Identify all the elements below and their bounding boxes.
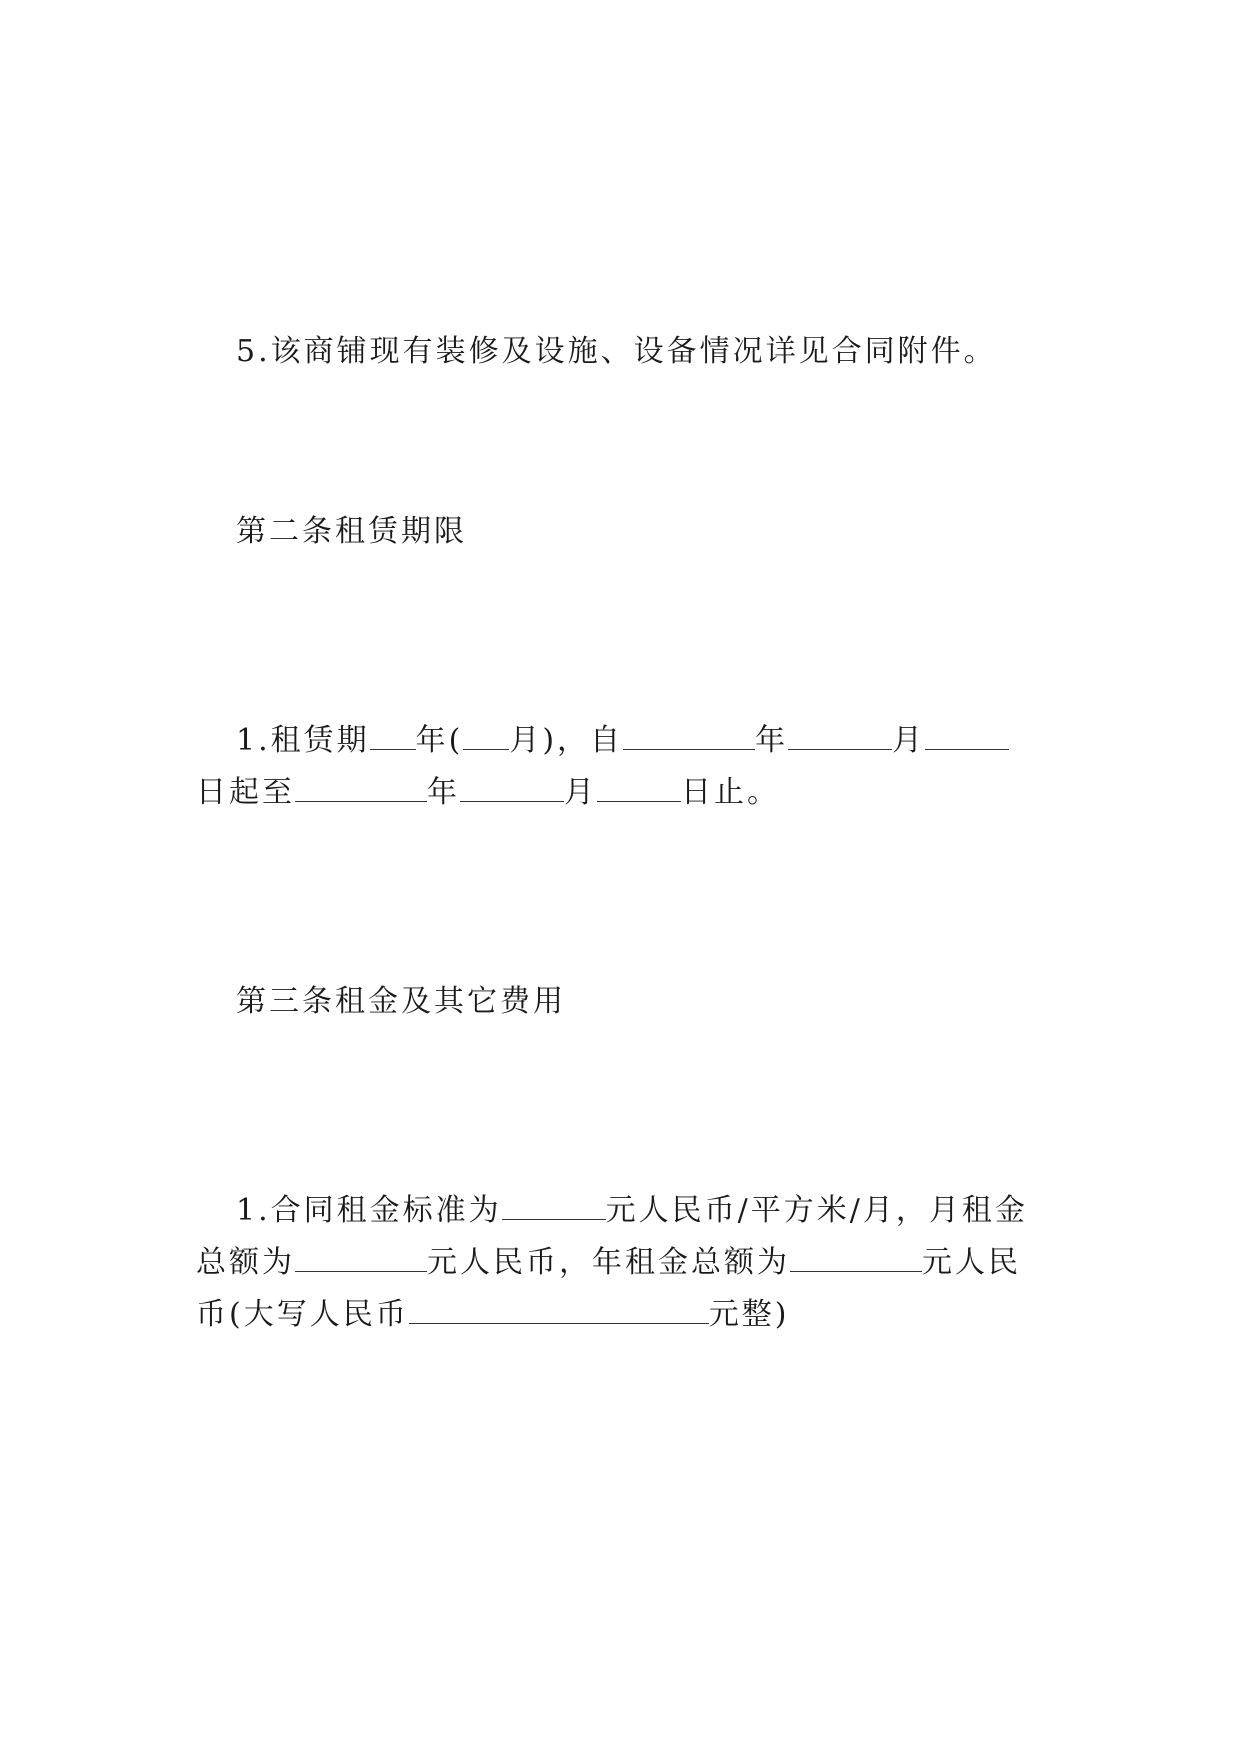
text-fragment: 日止。 [681, 775, 780, 810]
text-fragment: 元人民 [922, 1245, 1021, 1280]
blank-field-months [463, 723, 509, 750]
article-3-title: 第三条租金及其它费用 [236, 984, 566, 1019]
text-fragment: 年 [427, 775, 460, 810]
blank-field-end-month [460, 775, 564, 802]
text-fragment: 月)，自 [509, 723, 624, 758]
blank-field-end-year [295, 775, 427, 802]
article-2-title: 第二条租赁期限 [236, 514, 467, 549]
rent-standard-prefix: 1.合同租金标准为 [236, 1193, 502, 1228]
blank-field-monthly-rent [295, 1245, 427, 1272]
lease-term-prefix: 1.租赁期 [236, 723, 370, 758]
text-fragment: 元整) [708, 1297, 790, 1332]
blank-field-annual-rent [790, 1245, 922, 1272]
article-3-item-1-line-1 [236, 1191, 1028, 1231]
blank-field-start-month [788, 723, 892, 750]
text-fragment: 元人民币/平方米/月，月租金 [605, 1193, 1028, 1228]
article-2-item-1-line-2 [196, 773, 780, 813]
blank-field-rent-per-sqm [502, 1193, 606, 1220]
blank-field-amount-in-words [409, 1297, 709, 1324]
blank-field-end-day [597, 775, 681, 802]
text-fragment: 元人民币，年租金总额为 [427, 1245, 790, 1280]
text-fragment: 月 [564, 775, 597, 810]
blank-field-start-day [925, 723, 1009, 750]
text-fragment: 币(大写人民币 [196, 1297, 409, 1332]
text-fragment: 总额为 [196, 1245, 295, 1280]
article-3-item-1-line-2 [196, 1243, 1021, 1283]
blank-field-years [370, 723, 416, 750]
text-fragment: 月 [892, 723, 926, 758]
clause-item-5: 5.该商铺现有装修及设施、设备情况详见合同附件。 [236, 334, 997, 369]
blank-field-start-year [623, 723, 755, 750]
text-fragment: 年( [415, 723, 464, 758]
article-2-item-1-line-1 [236, 721, 1009, 761]
text-fragment: 日起至 [196, 775, 295, 810]
article-3-item-1-line-3 [196, 1295, 789, 1335]
text-fragment: 年 [755, 723, 789, 758]
